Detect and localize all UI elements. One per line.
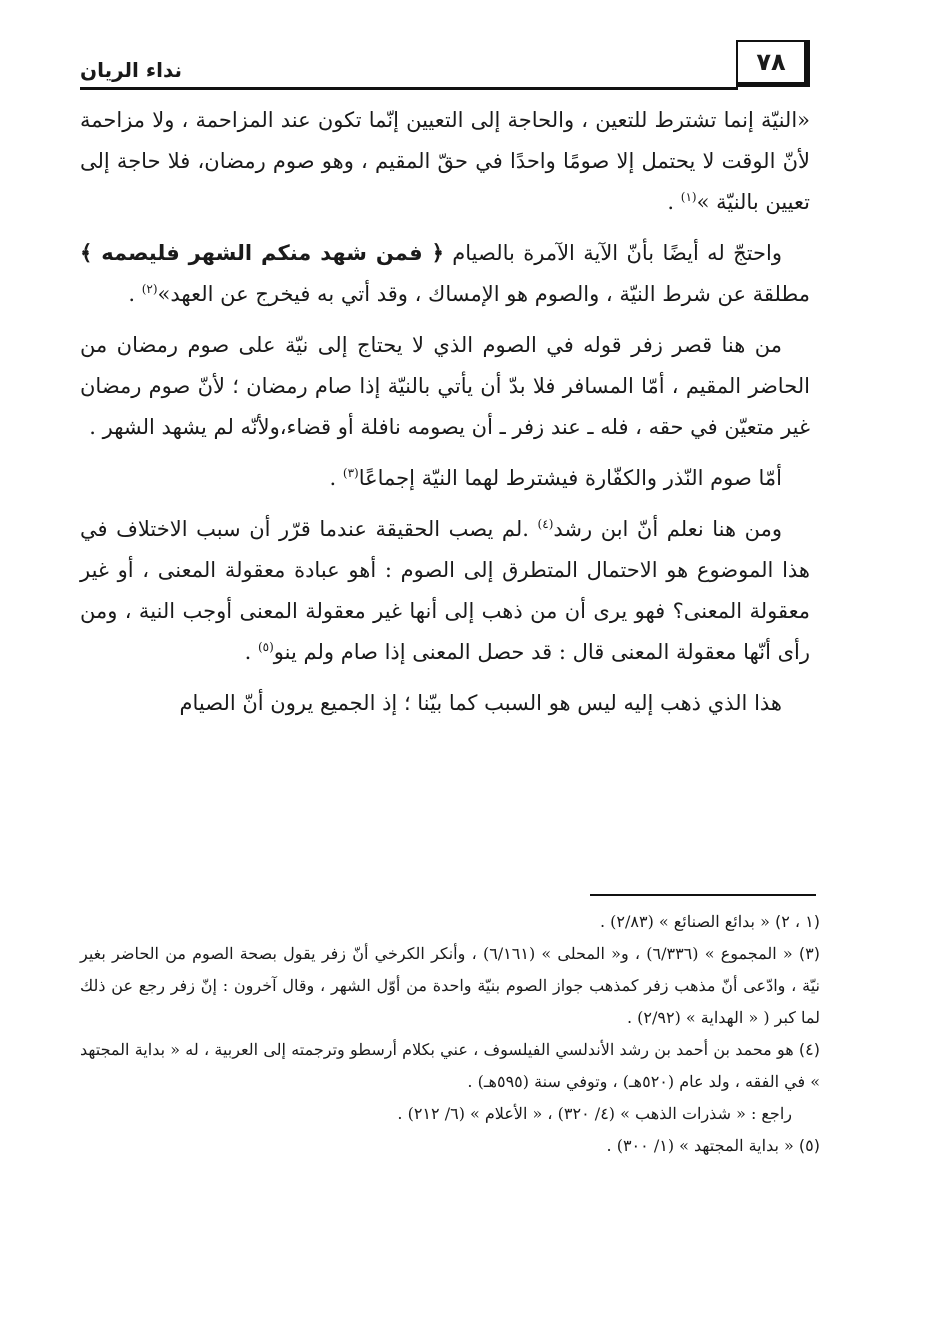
footnote-separator — [590, 894, 816, 896]
footnote-number: (٤) — [798, 1040, 820, 1059]
footnote-ref: (٤) — [537, 517, 554, 531]
paragraph: أمّا صوم النّذر والكفّارة فيشترط لهما النيّة إجماعًا$^{(٣)}$ . — [329, 466, 782, 490]
footnote-number: (١ ، ٢) — [774, 912, 820, 931]
page-header — [80, 40, 810, 92]
paragraph: من هنا قصر زفر قوله في الصوم الذي لا يحتاج إلى نيّة على صوم رمضان من الحاضر المقيم ، أمّا المسافر فلا بدّ أن يأتي بالنيّة إذا صام رمضان ؛ لأنّ صوم رمضان غير متعيّن في حقه ، فله ـ عند زفر ـ أن يصومه نافلة أو قضاء،ولأنّه لم يشهد الشهر . — [80, 333, 810, 439]
footnote: (٥) « بداية المجتهد » (١/ ٣٠٠) . — [606, 1136, 820, 1155]
quran-verse: ﴿ فمن شهد منكم الشهر فليصمه ﴾ — [80, 241, 444, 265]
paragraph: واحتجّ له أيضًا بأنّ الآية الآمرة بالصيام ﴿ فمن شهد منكم الشهر فليصمه ﴾ مطلقة عن شرط النيّة ، والصوم هو الإمساك ، وقد أتي به فيخرج عن العهد»$^{(٢)}$ . — [80, 241, 810, 306]
footnotes — [80, 906, 820, 1162]
footnote-ref: (٢) — [141, 282, 158, 296]
footnote: (٣) « المجموع » (٦/٣٣٦) ، و« المحلى » (٦/١٦١) ، وأنكر الكرخي أنّ زفر يقول بصحة الصوم من الحاضر بغير نيّة ، وادّعى أنّ مذهب زفر كمذهب جواز الصوم بنيّة واحدة من أوّل الشهر ، وقال آخرون : إنّ زفر رجع عن ذلك لما كبر ( « الهداية » (٢/٩٢) . — [80, 944, 820, 1027]
footnote-ref: (٣) — [342, 466, 359, 480]
footnote: (٤) هو محمد بن أحمد بن رشد الأندلسي الفيلسوف ، عني بكلام أرسطو وترجمته إلى العربية ، له « بداية المجتهد » في الفقه ، ولد عام (٥٢٠هـ) ، وتوفي سنة (٥٩٥هـ) . — [80, 1040, 820, 1091]
footnote-ref: (٥) — [257, 640, 274, 654]
footnote: راجع : « شذرات الذهب » (٤/ ٣٢٠) ، « الأعلام » (٦/ ٢١٢) . — [397, 1104, 792, 1123]
footnote-ref: (١) — [680, 190, 697, 204]
footnote: (١ ، ٢) « بدائع الصنائع » (٢/٨٣) . — [599, 912, 820, 931]
page-number: ٧٨ — [736, 40, 810, 87]
running-title: نداء الريان — [80, 58, 183, 82]
main-text — [80, 100, 810, 734]
paragraph: هذا الذي ذهب إليه ليس هو السبب كما بيّنا ؛ إذ الجميع يرون أنّ الصيام — [179, 691, 782, 715]
paragraph: ومن هنا نعلم أنّ ابن رشد$^{(٤)}$ .لم يصب الحقيقة عندما قرّر أن سبب الاختلاف في هذا الموضوع هو الاحتمال المتطرق إلى الصوم : أهو عبادة معقولة المعنى ، أو غير معقولة المعنى؟ فهو يرى أن من ذهب إلى أنها غير معقولة المعنى أوجب النية ، ومن رأى أنّها معقولة المعنى قال : قد حصل المعنى إذا صام ولم ينو$^{(٥)}$ . — [80, 517, 811, 664]
paragraph: «النيّة إنما تشترط للتعين ، والحاجة إلى التعيين إنّما تكون عند المزاحمة ، ولا مزاحمة لأنّ الوقت لا يحتمل إلا صومًا واحدًا في حقّ المقيم ، وهو صوم رمضان، فلا حاجة إلى تعيين بالنيّة »$^{(١)}$ . — [80, 108, 810, 214]
footnote-number: (٥) — [798, 1136, 820, 1155]
footnote-number: (٣) — [798, 944, 820, 963]
header-rule — [80, 87, 738, 90]
